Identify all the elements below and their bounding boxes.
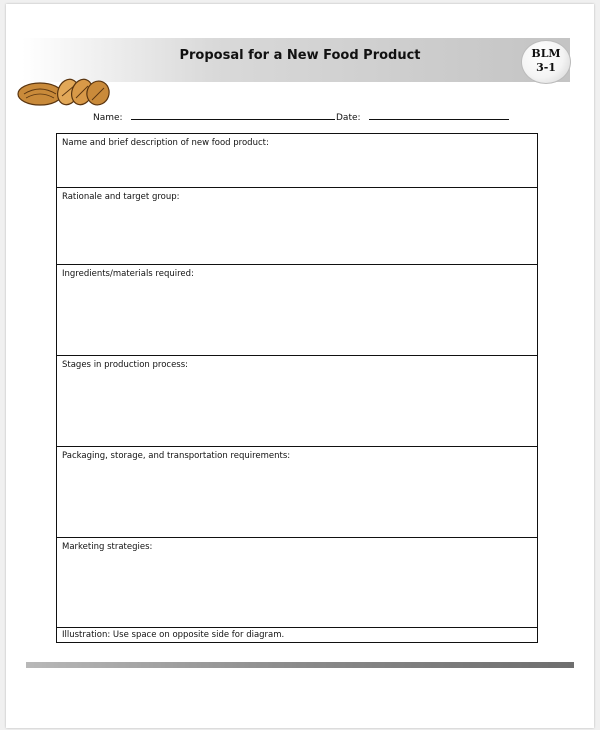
date-label: Date:	[336, 113, 361, 123]
section-packaging[interactable]	[57, 447, 537, 538]
section-label: Illustration: Use space on opposite side for diagram.	[62, 630, 285, 640]
section-label: Packaging, storage, and transportation requirements:	[62, 451, 291, 461]
proposal-form	[56, 133, 538, 643]
section-rationale[interactable]	[57, 188, 537, 265]
section-label: Rationale and target group:	[62, 192, 180, 202]
section-label: Stages in production process:	[62, 360, 189, 370]
section-ingredients[interactable]	[57, 265, 537, 356]
name-label: Name:	[93, 113, 123, 123]
name-field[interactable]	[93, 110, 335, 123]
date-field[interactable]	[336, 110, 509, 123]
bread-icon	[16, 74, 112, 110]
footer-divider	[26, 662, 574, 668]
section-marketing[interactable]	[57, 538, 537, 628]
section-production[interactable]	[57, 356, 537, 447]
section-label: Name and brief description of new food product:	[62, 138, 269, 148]
section-label: Ingredients/materials required:	[62, 269, 194, 279]
page-title: Proposal for a New Food Product	[179, 48, 421, 63]
section-illustration	[57, 628, 537, 644]
section-label: Marketing strategies:	[62, 542, 153, 552]
date-line[interactable]	[369, 110, 509, 120]
badge-line-1: BLM	[531, 47, 561, 60]
section-description[interactable]	[57, 134, 537, 188]
badge-line-2: 3-1	[536, 61, 556, 74]
blm-badge	[521, 40, 571, 84]
name-line[interactable]	[131, 110, 335, 120]
